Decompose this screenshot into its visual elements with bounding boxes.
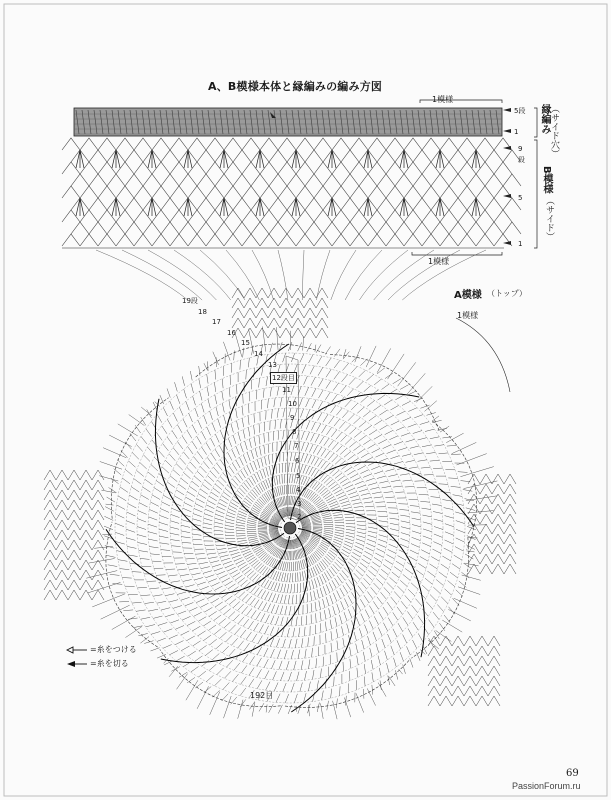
lattice-wedge-top [232,288,328,338]
edging-label: 縁編み [539,104,550,134]
petal-edge-4 [284,660,409,707]
petal-edge-3 [411,537,468,658]
band-row-5: 5段 [514,107,526,115]
b-pattern-note: （サイド） [544,196,554,241]
b-pattern-fans [76,150,480,216]
row-arrow-icon-3 [503,194,511,198]
filled-arrow-icon [66,660,88,668]
page-number: 69 [566,768,579,779]
lattice-wedge-left [44,470,104,600]
b-pattern-lattice [62,138,521,246]
band-repeat-label-bottom: 1模様 [428,257,450,266]
a-pattern-row-number: 5 [296,472,301,480]
a-pattern-row-number: 18 [198,308,207,316]
a-pattern-row-number: 2 [297,513,302,521]
a-pattern-row-number: 8 [292,428,297,436]
a-pattern-row-number: 17 [212,318,221,326]
band-row-9: 9 [518,145,523,153]
legend-attach-text: =糸をつける [90,645,137,654]
petal-stitches-2 [440,426,497,538]
a-pattern-row-number: 14 [254,350,263,358]
a-pattern-row-number: 7 [294,442,299,450]
a-pattern-row-number: 10 [288,400,297,408]
open-arrow-icon [66,646,88,654]
a-pattern-row-number: 15 [241,339,250,347]
row-arrow-icon-2 [503,146,511,150]
legend-cut [66,658,129,669]
b-pattern-bracket [534,140,537,248]
band-row-5b: 5 [518,194,523,202]
band-row-1a: 1 [514,128,519,136]
a-pattern-row-number: 6 [295,457,300,465]
a-pattern-row-number: 9 [290,414,295,422]
band-row-dan: 段 [518,156,525,164]
legend-cut-text: =糸を切る [90,659,129,668]
a-pattern-circle [104,342,476,714]
a-pattern-label: A模様 [454,290,482,301]
row-arrow-icon-0 [503,108,511,112]
edging-note: （サイド穴） [549,104,559,158]
lattice-wedge-right [468,474,516,574]
a-pattern-row-number: 16 [227,329,236,337]
a-pattern-note: （トップ） [487,289,527,298]
lattice-wedge-lower-right [428,636,500,706]
center-ring [284,522,296,534]
a-pattern-row-number: 12段目 [272,374,295,382]
petal-edge-7 [111,398,168,519]
row-arrow-icon-1 [503,129,511,133]
a-pattern-row-number: 13 [268,361,277,369]
band-repeat-label-top: 1模様 [432,95,454,104]
watermark: PassionForum.ru [512,781,581,791]
row-arrow-icon-4 [503,241,511,245]
band-row-1b: 1 [518,240,523,248]
a-pattern-row-number: 3 [297,500,302,508]
edging-bracket [534,108,537,137]
diagram-title: A、B模様本体と縁編みの編み方図 [208,80,383,93]
petal-stitches-4 [296,669,402,719]
stitch-count-label: 192目 [250,691,274,700]
a-pattern-repeat-label: 1模様 [457,311,479,320]
a-pattern-row-number: 11 [282,386,291,394]
legend-attach [66,644,137,655]
repeat-pointer-line [456,318,510,392]
a-pattern-row-number: 4 [296,486,301,494]
a-pattern-row-number: 19段 [182,297,198,305]
repeat-bracket-bottom [412,252,502,255]
b-pattern-label: B模様 [541,166,552,194]
